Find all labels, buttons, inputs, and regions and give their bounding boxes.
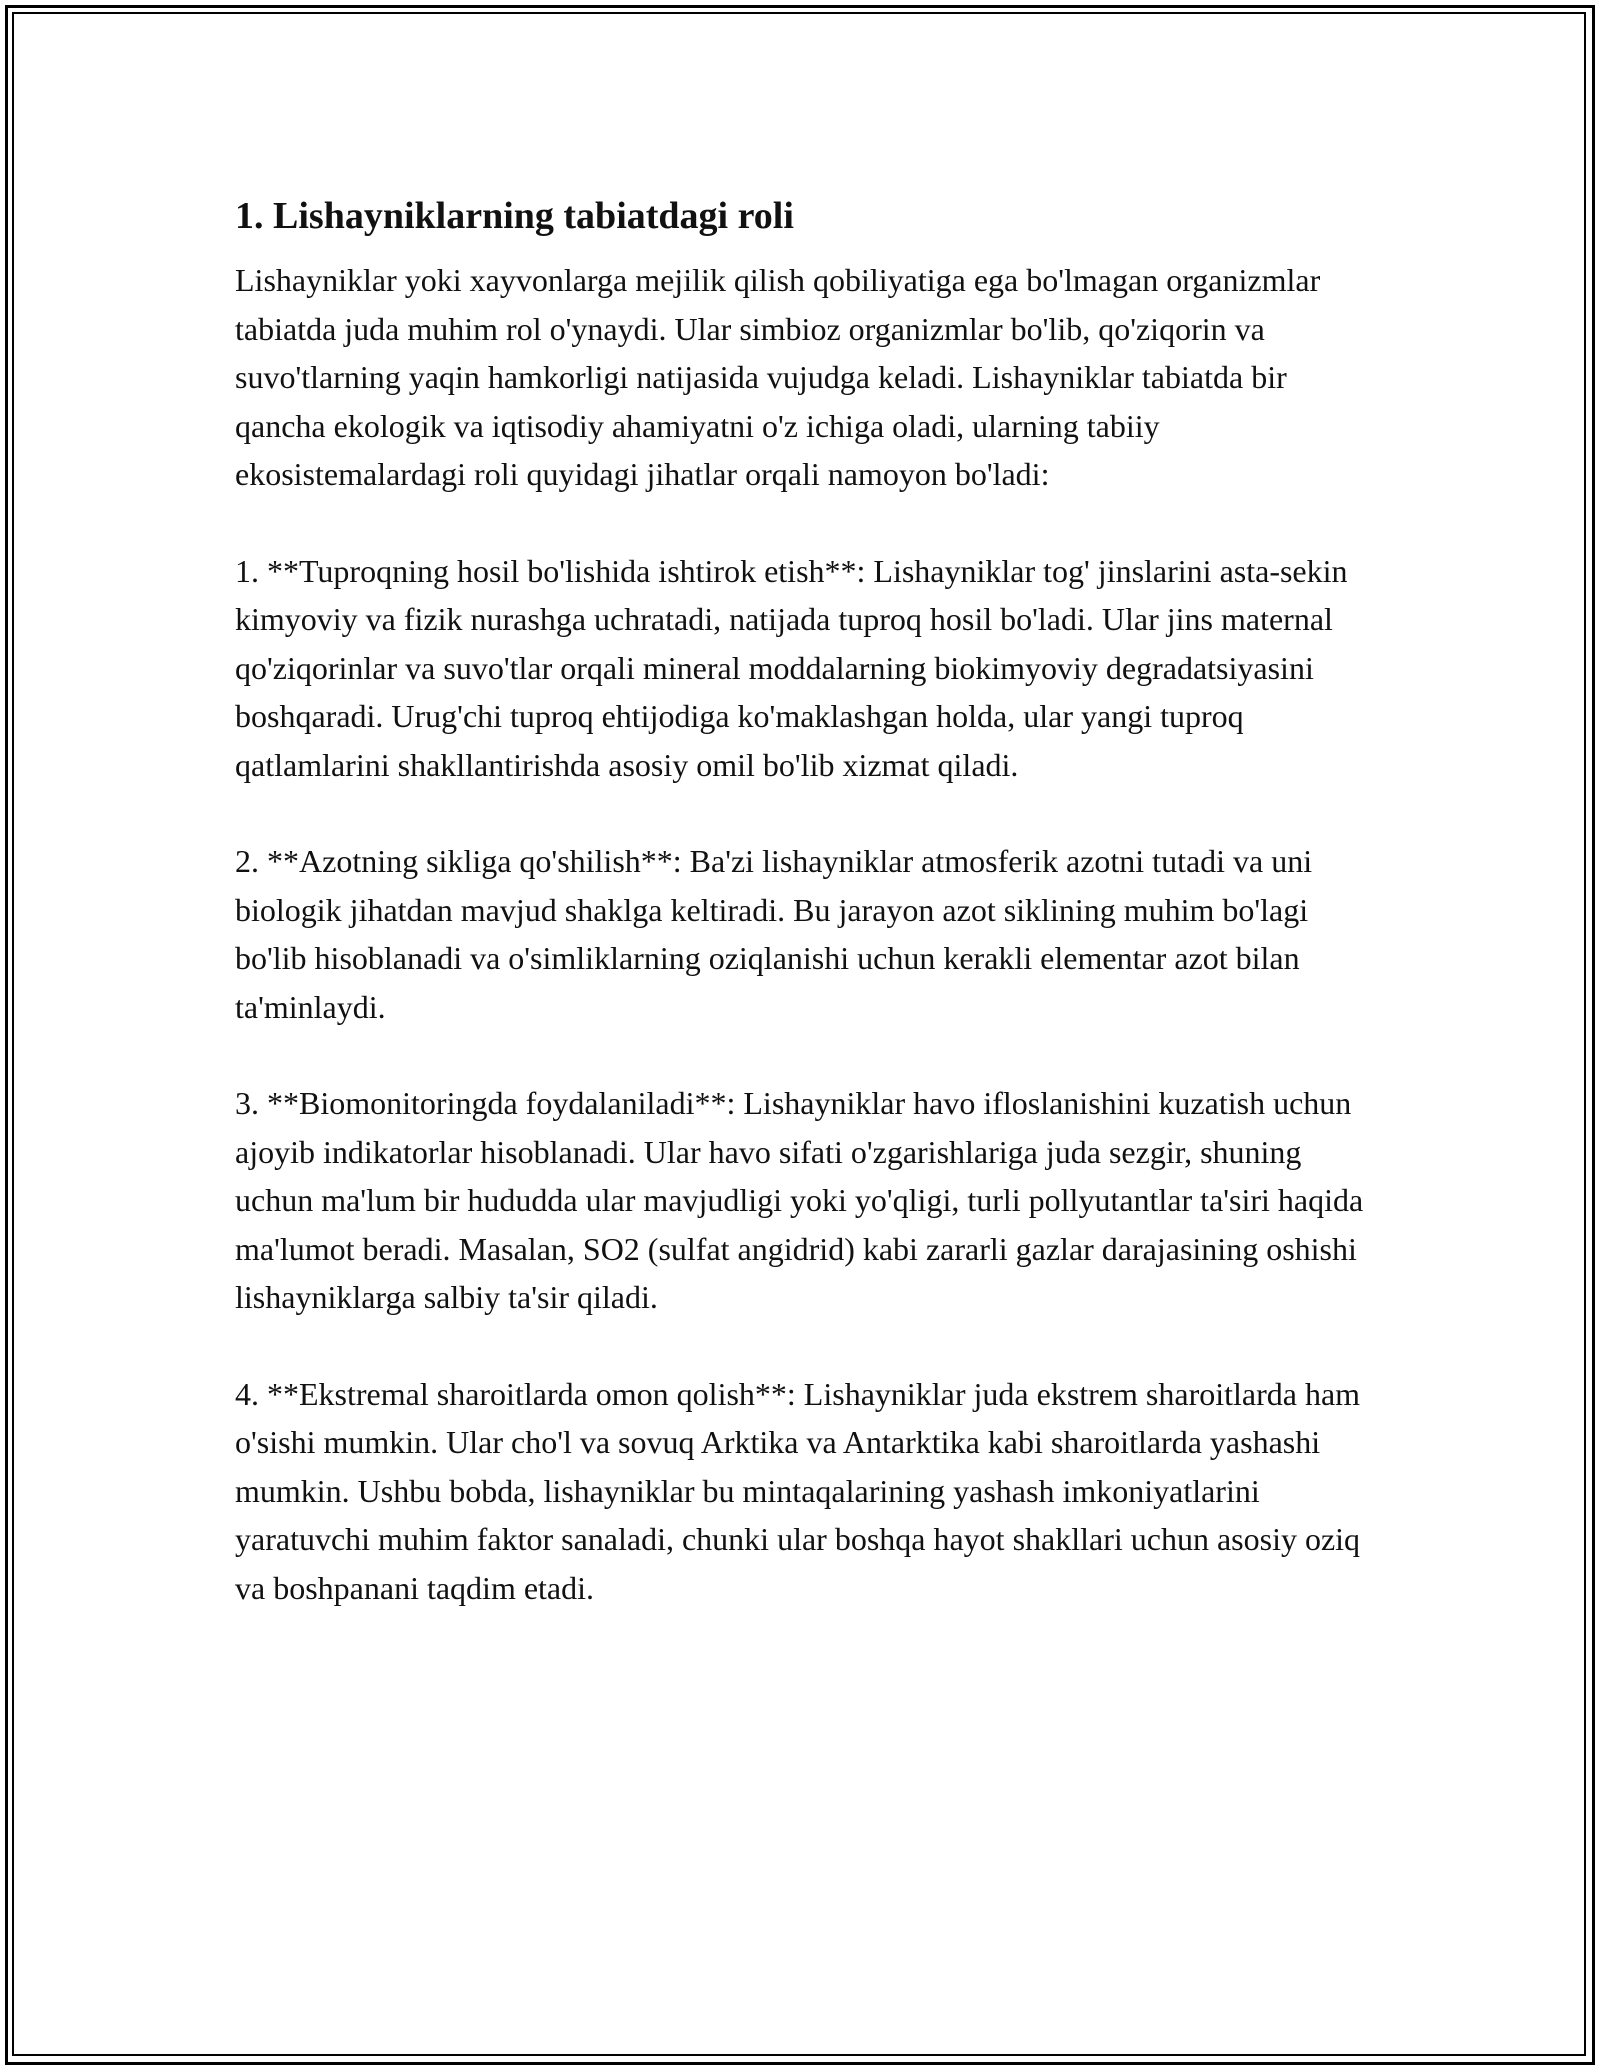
list-item-biomonitoring: 3. **Biomonitoringda foydalaniladi**: Lishayniklar havo ifloslanishini kuzatish uchun ajoyib indikatorlar hisoblanadi. Ular havo sifati o'zgarishlariga juda sezgir, shuning uchun ma'lum bir hududda ular mavjudligi yoki yo'qligi, turli pollyutantlar ta'siri haqida ma'lumot beradi. Masalan, SO2 (sulfat angidrid) kabi zararli gazlar darajasining oshishi lishayniklarga salbiy ta'sir qiladi. bbox=[235, 1085, 1364, 1315]
intro-paragraph: Lishayniklar yoki xayvonlarga mejilik qilish qobiliyatiga ega bo'lmagan organizmlar tabiatda juda muhim rol o'ynaydi. Ular simbioz organizmlar bo'lib, qo'ziqorin va suvo'tlarning yaqin hamkorligi natijasida vujudga keladi. Lishayniklar tabiatda bir qancha ekologik va iqtisodiy ahamiyatni o'z ichiga oladi, ularning tabiiy ekosistemalardagi roli quyidagi jihatlar orqali namoyon bo'ladi: bbox=[235, 262, 1321, 492]
list-item-extreme-conditions: 4. **Ekstremal sharoitlarda omon qolish**: Lishayniklar juda ekstrem sharoitlarda ham o'sishi mumkin. Ular cho'l va sovuq Arktika va Antarktika kabi sharoitlarda yashashi mumkin. Ushbu bobda, lishayniklar bu mintaqalarining yashash imkoniyatlarini yaratuvchi muhim faktor sanaladi, chunki ular boshqa hayot shakllari uchun asosiy oziq va boshpanani taqdim etadi. bbox=[235, 1375, 1361, 1606]
list-item-nitrogen-cycle: 2. **Azotning sikliga qo'shilish**: Ba'zi lishayniklar atmosferik azotni tutadi va uni biologik jihatdan mavjud shaklga keltiradi. Bu jarayon azot siklining muhim bo'lagi bo'lib hisoblanadi va o'simliklarning oziqlanishi uchun kerakli elementar azot bilan ta'minlaydi. bbox=[235, 843, 1313, 1025]
section-heading: 1. Lishayniklarning tabiatdagi roli bbox=[235, 195, 794, 237]
list-item-soil-formation: 1. **Tuproqning hosil bo'lishida ishtirok etish**: Lishayniklar tog' jinslarini asta-sekin kimyoviy va fizik nurashga uchratadi, natijada tuproq hosil bo'ladi. Ular jins maternal qo'ziqorinlar va suvo'tlar orqali mineral moddalarning biokimyoviy degradatsiyasini boshqaradi. Urug'chi tuproq ehtijodiga ko'maklashgan holda, ular yangi tuproq qatlamlarini shakllantirishda asosiy omil bo'lib xizmat qiladi. bbox=[235, 552, 1348, 783]
document-body bbox=[235, 188, 1375, 1660]
